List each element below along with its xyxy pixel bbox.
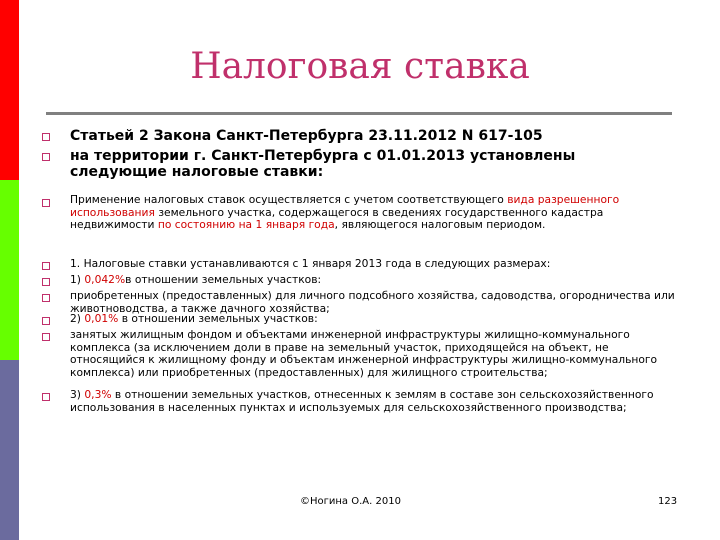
bullet-text-2 xyxy=(70,148,680,180)
bullet-7-rest: в отношении земельных участков: xyxy=(118,312,318,325)
bullet-9-prefix: 3) xyxy=(70,388,85,401)
footer-page-number: 123 xyxy=(658,496,678,507)
square-bullet-icon xyxy=(42,199,50,207)
square-bullet-icon xyxy=(42,294,50,302)
bullet-text-8: занятых жилищным фондом и объектами инженерной инфраструктуры жилищно-коммунального комплекса (за исключением доли в праве на земельный участок, приходящейся на объект, не относящийся к жилищному фонду и объектам инженерной инфраструктуры жилищно-коммунального комплекса) или приобретенных (предоставленных) для жилищного строительства; xyxy=(70,328,658,379)
bullet-text-7 xyxy=(70,313,680,326)
square-bullet-icon xyxy=(42,333,50,341)
bullet-7-prefix: 2) xyxy=(70,312,85,325)
bullet-text-2-line1: на территории г. Санкт-Петербурга с 01.01.2013 установлены xyxy=(70,148,576,164)
sidebar-green-block xyxy=(0,180,19,360)
bullet-3-part2: земельного участка, содержащегося в сведениях государственного кадастра недвижимости xyxy=(70,205,604,231)
bullet-9-rate: 0,3% xyxy=(84,388,112,401)
square-bullet-icon xyxy=(42,133,50,141)
square-bullet-icon xyxy=(42,317,50,325)
bullet-3-highlight-2: по состоянию на 1 января года xyxy=(157,218,335,231)
bullet-3-part1: Применение налоговых ставок осуществляется с учетом соответствующего xyxy=(70,193,508,206)
square-bullet-icon xyxy=(42,262,50,270)
bullet-text-4: 1. Налоговые ставки устанавливаются с 1 января 2013 года в следующих размерах: xyxy=(70,257,551,270)
bullet-5-rest: в отношении земельных участков: xyxy=(125,273,322,286)
square-bullet-icon xyxy=(42,278,50,286)
bullet-5-rate: 0,042% xyxy=(84,273,126,286)
square-bullet-icon xyxy=(42,393,50,401)
sidebar-red-block xyxy=(0,0,19,180)
bullet-7-rate: 0,01% xyxy=(84,312,119,325)
slide-title: Налоговая ставка xyxy=(190,46,530,87)
bullet-text-6: приобретенных (предоставленных) для личного подсобного хозяйства, садоводства, огородничества или животноводства, а также дачного хозяйства; xyxy=(70,289,675,315)
bullet-9-rest: в отношении земельных участков, отнесенных к землям в составе зон сельскохозяйственного использования в населенных пунктах и используемых для сельскохозяйственного производства; xyxy=(70,388,654,414)
bullet-3-highlight-1: вида разрешенного использования xyxy=(70,193,620,219)
bullet-3-part3: , являющегося налоговым периодом. xyxy=(334,218,546,231)
bullet-text-5 xyxy=(70,274,680,287)
sidebar-purple-block xyxy=(0,360,19,540)
square-bullet-icon xyxy=(42,153,50,161)
bullet-text-1: Статьей 2 Закона Санкт-Петербурга 23.11.2012 N 617-105 xyxy=(70,128,543,144)
bullet-text-3 xyxy=(70,194,680,232)
title-divider xyxy=(46,112,672,115)
bullet-text-2-line2: следующие налоговые ставки: xyxy=(70,164,324,180)
bullet-5-prefix: 1) xyxy=(70,273,85,286)
footer-author: ©Ногина О.А. 2010 xyxy=(300,496,401,507)
bullet-text-9 xyxy=(70,389,680,414)
